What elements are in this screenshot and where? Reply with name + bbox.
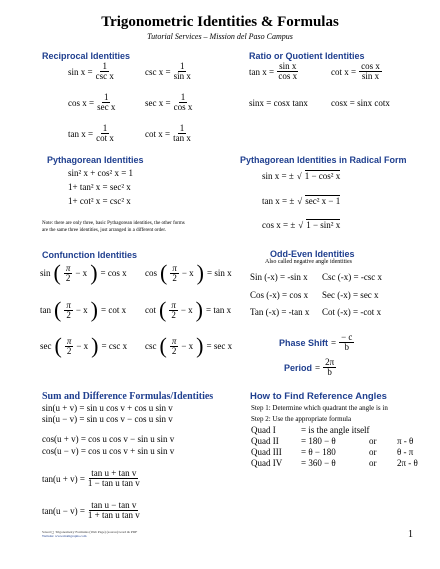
numerator: π [171,335,177,346]
rhs: = cos x [100,268,127,278]
rhs: = sin x [207,268,232,278]
rhs: = sec x [206,341,233,351]
rhs: = cot x [101,305,127,315]
denominator: cos x [278,71,298,81]
radical-icon: √ [298,219,304,230]
denominator: sec x [97,102,116,112]
lhs: cot x = [145,128,171,139]
quad-radian-formula: θ - π [397,447,414,457]
phase-label: Phase Shift [279,337,329,348]
oddeven-item: Cot (-x) = -cot x [322,307,382,317]
function-name: sin [40,268,51,278]
numerator: π [171,299,176,310]
quad-degree-formula: = 360 − θ [301,458,336,468]
quad-label: Quad I [251,425,276,435]
numerator: sin x [279,61,297,71]
reciprocal-item [145,124,191,143]
phase-shift [279,333,354,352]
lhs: csc x = [145,66,171,77]
denominator: 1 + tan u tan v [87,510,140,520]
note-line: are the same three identities, just arranged in a different order. [42,228,167,233]
fraction [339,333,354,352]
minus-x: − x [180,305,193,315]
quad-or: or [369,458,377,468]
ratio-product-2: cosx = sinx cotx [331,98,390,108]
quad-degree-formula: = θ − 180 [301,447,336,457]
reference-quad-row [251,436,413,446]
function-name: csc [145,341,157,351]
numerator: 1 [103,92,109,102]
denominator: cos x [173,102,193,112]
right-paren-icon: ) [90,260,98,285]
denominator: 2 [66,309,71,320]
lhs: tan x = ± [262,195,295,206]
lhs: sin x = ± [262,170,294,181]
pythagorean-note [42,220,185,234]
reciprocal-item [145,62,191,81]
fraction [97,93,115,112]
quad-label: Quad II [251,436,279,446]
lhs: tan(u − v) = [42,505,85,516]
page-subtitle: Tutorial Services – Mission del Paso Campus [147,32,293,41]
oddeven-item: Sec (-x) = sec x [322,290,379,300]
numerator: tan u − tan v [91,500,137,510]
radical-heading: Pythagorean Identities in Radical Form [240,155,407,165]
quad-label: Quad IV [251,458,283,468]
denominator: 2 [171,309,176,320]
oddeven-item: Tan (-x) = -tan x [250,307,310,317]
quad-or: or [369,447,377,457]
right-paren-icon: ) [196,333,204,358]
period [284,358,336,377]
sumdiff-heading: Sum and Difference Formulas/Identities [42,391,214,402]
oddeven-subheading: Also called negative angle identities [265,259,352,265]
reference-heading: How to Find Reference Angles [250,391,387,402]
fraction [170,264,179,283]
radical-item [262,170,340,181]
cofunction-item [145,297,232,322]
cofunction-item [145,260,232,285]
denominator: tan x [173,133,191,143]
radical-icon: √ [296,170,302,181]
left-paren-icon: ( [159,333,167,358]
left-paren-icon: ( [53,260,61,285]
denominator: 1 − tan u tan v [87,478,140,488]
oddeven-item: Csc (-x) = -csc x [322,272,383,282]
denominator: csc x [95,71,114,81]
numerator: π [172,262,177,273]
function-name: cot [145,305,156,315]
fraction [170,337,179,356]
tan-difference [42,501,140,520]
reciprocal-heading: Reciprocal Identities [42,51,131,61]
cofunction-heading: Confunction Identities [42,250,137,260]
minus-x: − x [181,268,194,278]
quad-or: or [369,436,377,446]
function-name: cos [145,268,157,278]
lhs: tan(u + v) = [42,473,85,484]
pythagorean-item: 1+ tan² x = sec² x [68,182,131,192]
function-name: sec [40,341,52,351]
oddeven-item: Cos (-x) = cos x [250,290,309,300]
left-paren-icon: ( [54,297,62,322]
minus-x: − x [75,268,88,278]
cofunction-item [40,333,128,358]
equals: = [315,362,321,373]
page-title: Trigonometric Identities & Formulas [101,14,339,30]
denominator: b [327,367,332,377]
denominator: b [344,342,349,352]
oddeven-heading: Odd-Even Identities [270,249,355,259]
fraction [88,501,140,520]
fraction [96,62,114,81]
cofunction-item [40,260,127,285]
denominator: 2 [66,345,72,356]
fraction [277,62,298,81]
lhs: cos x = [68,97,95,108]
minus-x: − x [75,305,88,315]
numerator: tan u + tan v [91,468,137,478]
ratio-item [331,62,382,81]
reference-step-1: Step 1: Determine which quadrant the angle is in [251,404,388,412]
fraction [96,124,114,143]
quad-degree-formula: = is the angle itself [301,425,370,435]
page-number: 1 [408,529,413,540]
fraction [65,337,74,356]
sumdiff-line: cos(u + v) = cos u cos v − sin u sin v [42,434,175,444]
right-paren-icon: ) [196,260,204,285]
fraction [88,469,140,488]
reference-quad-row [251,458,418,468]
numerator: 1 [179,123,185,133]
numerator: π [66,335,72,346]
reference-quad-row [251,425,370,435]
radical-item [262,219,340,230]
pythagorean-item: sin² x + cos² x = 1 [68,168,134,178]
lhs: sec x = [145,97,171,108]
note-line: Note: there are only three, basic Pythagorean identities, the other forms [42,221,185,226]
right-paren-icon: ) [195,297,203,322]
sumdiff-line: sin(u + v) = sin u cos v + cos u sin v [42,403,173,413]
fraction [174,62,191,81]
footer-link[interactable]: Website: www.mathgraphs.com [42,534,87,538]
denominator: sin x [173,71,191,81]
numerator: 1 [179,61,185,71]
numerator: cos x [361,61,380,71]
sumdiff-line: sin(u − v) = sin u cos v − cos u sin v [42,414,173,424]
numerator: 2π [325,357,335,367]
equals: = [331,337,337,348]
quad-radian-formula: 2π - θ [397,458,418,468]
cofunction-item [40,297,127,322]
radicand: 1 − cos² x [304,171,341,181]
denominator: 2 [65,272,71,283]
fraction [64,301,73,320]
reciprocal-item [68,62,114,81]
denominator: sin x [361,71,380,81]
numerator: 1 [102,123,108,133]
fraction [174,93,193,112]
cofunction-item [145,333,233,358]
right-paren-icon: ) [90,297,98,322]
denominator: 2 [171,345,177,356]
right-paren-icon: ) [91,333,99,358]
sumdiff-line: cos(u − v) = cos u cos v + sin u sin v [42,446,175,456]
footer-line: Saved ◻ Trigonometry Formulas (Web Page) (source)/word & PDF [42,530,138,534]
numerator: − c [341,332,353,342]
radical-item [262,195,340,206]
quad-degree-formula: = 180 − θ [301,436,336,446]
numerator: π [65,262,71,273]
left-paren-icon: ( [159,297,167,322]
rhs: = csc x [101,341,128,351]
fraction [359,62,382,81]
pythagorean-item: 1+ cot² x = csc² x [68,196,131,206]
numerator: π [66,299,71,310]
numerator: 1 [180,92,186,102]
reciprocal-item [68,93,115,112]
reciprocal-item [68,124,114,143]
minus-x: − x [76,341,89,351]
fraction [173,124,191,143]
reciprocal-item [145,93,192,112]
radicand: sec² x − 1 [305,196,341,206]
quad-label: Quad III [251,447,282,457]
reference-quad-row [251,447,413,457]
lhs: tan x = [68,128,94,139]
quad-radian-formula: π - θ [397,436,414,446]
fraction [323,358,336,377]
fraction [64,264,73,283]
pythagorean-heading: Pythagorean Identities [47,155,144,165]
lhs: sin x = [68,66,93,77]
ratio-item [249,62,298,81]
denominator: cot x [96,133,114,143]
denominator: 2 [172,272,177,283]
period-label: Period [284,362,313,373]
lhs: tan x = [249,66,275,77]
left-paren-icon: ( [54,333,62,358]
lhs: cot x = [331,66,357,77]
minus-x: − x [181,341,194,351]
lhs: cos x = ± [262,219,296,230]
footer-source [42,530,137,538]
oddeven-item: Sin (-x) = -sin x [250,272,308,282]
left-paren-icon: ( [160,260,168,285]
numerator: 1 [102,61,107,71]
ratio-product-1: sinx = cosx tanx [249,98,308,108]
function-name: tan [40,305,51,315]
reference-step-2: Step 2: Use the appropriate formula [251,415,352,423]
ratio-heading: Ratio or Quotient Identities [249,51,365,61]
rhs: = tan x [206,305,232,315]
tan-sum [42,469,140,488]
radicand: 1 − sin² x [306,220,341,230]
radical-icon: √ [297,195,303,206]
fraction [169,301,178,320]
